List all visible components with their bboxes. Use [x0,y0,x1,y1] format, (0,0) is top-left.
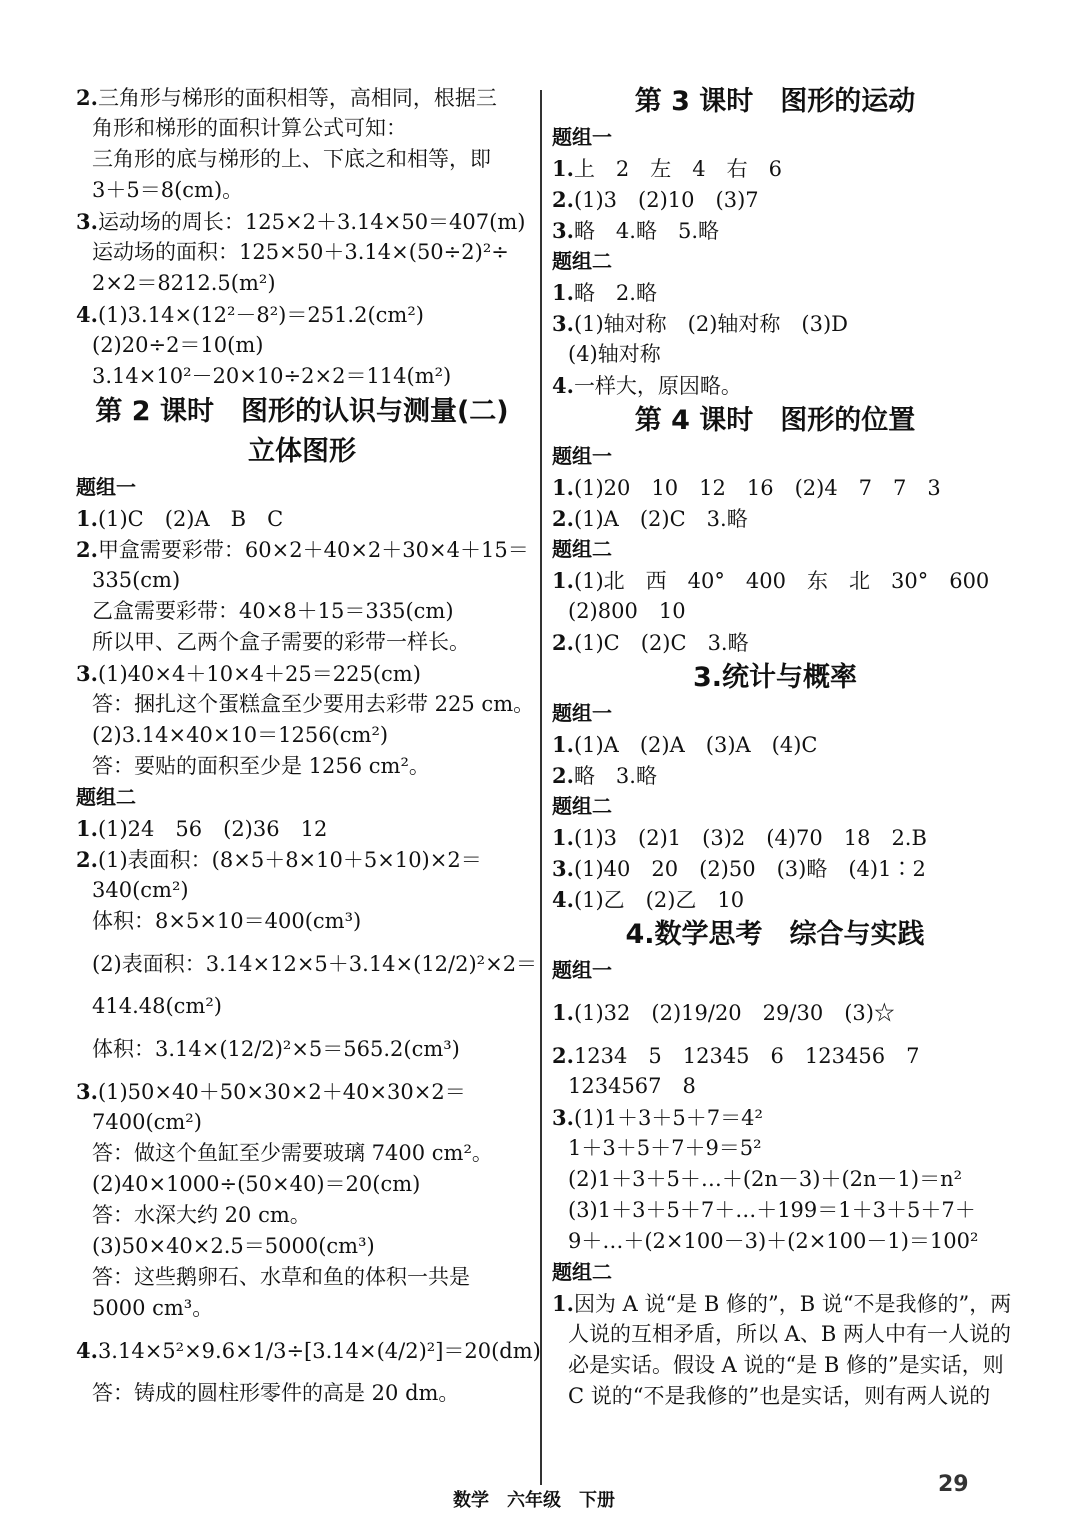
answer-line [552,339,998,370]
answer-line [552,1288,1012,1319]
answer-text: 3.14×10²－20×10÷2×2＝114(m²) [92,364,452,388]
section-heading: 3.统计与概率 [692,662,858,693]
section-heading: 4.数学思考 综合与实践 [625,919,925,950]
answer-text: (3)1＋3＋5＋7＋…＋199＝1＋3＋5＋7＋ [568,1198,976,1222]
question-number: 1. [76,506,98,531]
answer-text: 5000 cm³。 [92,1296,214,1320]
answer-text: 运动场的周长：125×2＋3.14×50＝407(m) [97,210,526,234]
answer-text: (1)3 (2)10 (3)7 [573,188,759,212]
answer-line [552,308,998,339]
answer-line [76,144,528,175]
answer-line [552,1319,1011,1350]
answer-text: (1)50×40＋50×30×2＋40×30×2＝ [97,1080,466,1104]
answer-line [552,1226,998,1257]
question-number: 2. [552,187,574,212]
answer-line [76,751,528,782]
question-number: 2. [552,630,574,655]
answer-text: 答：做这个鱼缸至少需要玻璃 7400 cm²。 [92,1141,493,1165]
section-heading: 第 4 课时 图形的位置 [634,405,916,436]
question-number: 3. [76,1079,98,1104]
group-label: 题组一 [76,475,136,499]
answer-text: (1)3.14×(12²－8²)＝251.2(cm²) [97,303,424,327]
answer-line [76,1022,528,1076]
answer-line [552,760,998,791]
question-number: 1. [552,156,574,181]
answer-line [76,875,528,906]
answer-line [76,82,528,113]
answer-line [76,1262,528,1293]
answer-text: (2)3.14×40×10＝1256(cm²) [92,723,389,747]
question-number: 1. [552,1000,574,1025]
question-number: 1. [552,568,574,593]
answer-line [76,534,528,565]
question-number: 1. [552,1291,574,1316]
question-number: 4. [552,373,574,398]
group-label: 题组一 [552,125,612,149]
answer-line [552,853,998,884]
answer-line [76,1076,528,1107]
group-label: 题组二 [552,1260,612,1284]
group-label: 题组一 [552,701,612,725]
question-number: 2. [76,847,98,872]
answer-text: 因为 A 说“是 B 修的”，B 说“不是我修的”，两 [573,1292,1012,1316]
column-divider [540,90,542,1485]
answer-line [552,503,998,534]
group-label: 题组二 [552,249,612,273]
answer-line [552,215,998,246]
answer-text: (1)C (2)C 3.略 [573,631,749,655]
answer-line [552,729,998,760]
answer-text: (1)A (2)C 3.略 [573,507,748,531]
answer-line [76,1293,528,1324]
answer-line [552,1040,998,1071]
section-subheading: 立体图形 [248,436,356,467]
section-heading: 第 2 课时 图形的认识与测量(二) [95,396,509,427]
answer-line [552,884,998,915]
answer-text: (2)800 10 [568,599,686,623]
answer-line [76,1324,541,1378]
question-number: 1. [552,825,574,850]
answer-line [552,370,998,401]
answer-line [76,268,528,299]
page-footer: 数学 六年级 下册 [453,1490,615,1511]
answer-line [76,906,528,937]
question-number: 3. [76,209,98,234]
answer-text: 略 3.略 [573,764,657,788]
section-heading: 第 3 课时 图形的运动 [634,86,916,117]
question-number: 3. [552,218,574,243]
answer-text: 体积：3.14×(12/2)²×5＝565.2(cm³) [92,1037,460,1061]
answer-text: 340(cm²) [92,878,189,902]
answer-line [76,1107,528,1138]
answer-text: 1234 5 12345 6 123456 7 [573,1044,920,1068]
answer-text: 答：捆扎这个蛋糕盒至少要用去彩带 225 cm。 [92,692,535,716]
answer-line [76,361,528,392]
group-label: 题组二 [76,785,136,809]
answer-line [552,153,998,184]
answer-text: 答：水深大约 20 cm。 [92,1203,311,1227]
answer-line [76,627,528,658]
answer-text: 1234567 8 [568,1074,696,1098]
group-label: 题组二 [552,794,612,818]
answer-text: 略 4.略 5.略 [573,219,720,243]
answer-text: C 说的“不是我修的”也是实话，则有两人说的 [568,1384,991,1408]
answer-text: (2)表面积：3.14×12×5＋3.14×(12/2)²×2＝ [92,952,538,976]
answer-text: 上 2 左 4 右 6 [573,157,783,181]
answer-text: (1)40 20 (2)50 (3)略 (4)1∶2 [573,857,926,881]
answer-text: 乙盒需要彩带：40×8＋15＝335(cm) [92,599,454,623]
group-label: 题组一 [552,444,612,468]
answer-text: 人说的互相矛盾，所以 A、B 两人中有一人说的 [568,1322,1011,1346]
right-column [552,82,1012,1412]
answer-text: (1)表面积：(8×5＋8×10＋5×10)×2＝ [97,848,482,872]
answer-text: (1)轴对称 (2)轴对称 (3)D [573,312,849,336]
left-column [76,82,541,1409]
answer-text: 甲盒需要彩带：60×2＋40×2＋30×4＋15＝ [97,538,529,562]
answer-line [76,1200,528,1231]
question-number: 1. [552,280,574,305]
answer-text: 三角形的底与梯形的上、下底之和相等，即 [92,147,491,171]
answer-text: 答：要贴的面积至少是 1256 cm²。 [92,754,430,778]
answer-text: 角形和梯形的面积计算公式可知： [92,116,407,140]
question-number: 1. [552,475,574,500]
answer-line [76,720,528,751]
answer-text: 414.48(cm²) [92,994,222,1018]
answer-line [552,627,998,658]
answer-text: 三角形与梯形的面积相等，高相同，根据三 [97,86,497,110]
answer-text: (1)3 (2)1 (3)2 (4)70 18 2.B [573,826,927,850]
answer-text: 必是实话。假设 A 说的“是 B 修的”是实话，则 [568,1353,1004,1377]
answer-text: 答：铸成的圆柱形零件的高是 20 dm。 [92,1381,460,1405]
answer-line [76,330,528,361]
answer-text: 335(cm) [92,568,181,592]
answer-text: (1)北 西 40° 400 东 北 30° 600 [573,569,990,593]
answer-line [76,844,528,875]
answer-text: (1)1＋3＋5＋7＝4² [573,1106,763,1130]
answer-text: 7400(cm²) [92,1110,202,1134]
question-number: 4. [552,887,574,912]
answer-line [552,596,998,627]
answer-line [76,237,528,268]
answer-text: 3＋5＝8(cm)。 [92,178,244,202]
group-label: 题组一 [552,958,612,982]
answer-line [76,175,528,206]
question-number: 2. [76,537,98,562]
answer-line [76,503,528,534]
answer-line [552,1381,998,1412]
answer-text: 3.14×5²×9.6×1/3÷[3.14×(4/2)²]＝20(dm) [97,1339,541,1363]
answer-text: 略 2.略 [573,281,657,305]
answer-line [76,206,528,237]
question-number: 4. [76,1338,98,1363]
answer-line [552,1350,1004,1381]
question-number: 1. [76,816,98,841]
answer-text: (3)50×40×2.5＝5000(cm³) [92,1234,375,1258]
answer-line [552,472,998,503]
answer-line [552,565,998,596]
question-number: 1. [552,732,574,757]
question-number: 2. [552,506,574,531]
answer-line [552,1164,998,1195]
question-number: 4. [76,302,98,327]
answer-line [76,299,528,330]
answer-line [76,689,535,720]
answer-line [552,1102,998,1133]
answer-line [76,991,528,1022]
answer-text: (1)20 10 12 16 (2)4 7 7 3 [573,476,941,500]
answer-text: (2)40×1000÷(50×40)＝20(cm) [92,1172,421,1196]
answer-line [76,1138,528,1169]
answer-line [552,822,998,853]
answer-text: 所以甲、乙两个盒子需要的彩带一样长。 [92,630,470,654]
answer-line [76,1169,528,1200]
answer-text: (1)40×4＋10×4＋25＝225(cm) [97,662,421,686]
answer-line [76,1378,528,1409]
answer-line [76,1231,528,1262]
answer-text: 1＋3＋5＋7＋9＝5² [568,1136,762,1160]
answer-text: 9＋…＋(2×100－3)＋(2×100－1)＝100² [568,1229,979,1253]
answer-text: (2)20÷2＝10(m) [92,333,264,357]
answer-line [552,986,998,1040]
answer-line [76,658,528,689]
answer-line [552,1071,998,1102]
question-number: 3. [552,856,574,881]
answer-text: 2×2＝8212.5(m²) [92,271,276,295]
answer-text: 体积：8×5×10＝400(cm³) [92,909,362,933]
answer-text: 答：这些鹅卵石、水草和鱼的体积一共是 [92,1265,470,1289]
answer-text: (4)轴对称 [568,342,661,366]
answer-text: (1)A (2)A (3)A (4)C [573,733,818,757]
answer-text: (1)32 (2)19/20 29/30 (3)☆ [573,1001,895,1025]
question-number: 2. [552,1043,574,1068]
answer-line [552,277,998,308]
answer-text: 运动场的面积：125×50＋3.14×(50÷2)²÷ [92,240,509,264]
answer-line [76,937,538,991]
answer-text: (1)C (2)A B C [97,507,284,531]
answer-line [76,813,528,844]
answer-line [76,596,528,627]
answer-text: 一样大，原因略。 [573,374,742,398]
answer-line [76,113,528,144]
answer-text: (1)24 56 (2)36 12 [97,817,328,841]
answer-line [552,1195,998,1226]
answer-text: (1)乙 (2)乙 10 [573,888,745,912]
answer-line [76,565,528,596]
group-label: 题组二 [552,537,612,561]
question-number: 2. [552,763,574,788]
answer-line [552,184,998,215]
answer-line [552,1133,998,1164]
page-number: 29 [938,1472,969,1497]
answer-text: (2)1＋3＋5＋…＋(2n－3)＋(2n－1)＝n² [568,1167,963,1191]
question-number: 2. [76,85,98,110]
question-number: 3. [552,311,574,336]
question-number: 3. [76,661,98,686]
question-number: 3. [552,1105,574,1130]
